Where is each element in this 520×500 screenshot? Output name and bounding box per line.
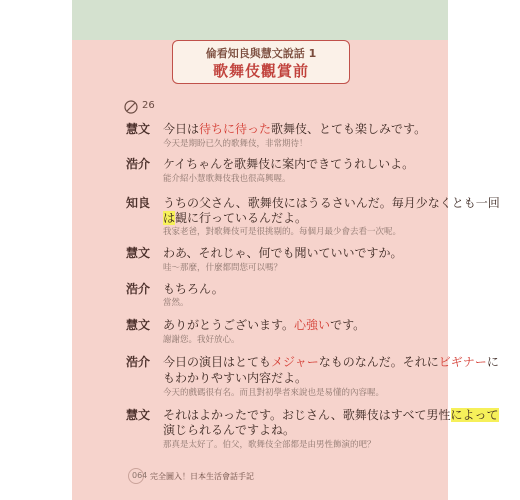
chinese-translation: 今天的戲碼很有名。而且對初學者來說也是易懂的內容喔。 <box>163 388 385 398</box>
ja-text: は観に行っているんだよ。 <box>163 211 308 225</box>
speaker-label: 知良 <box>126 196 151 210</box>
japanese-line-continued <box>163 209 307 226</box>
emphasis: 心強い <box>294 318 331 332</box>
chinese-translation: 我家老爸，對歌舞伎可是很挑剔的。每個月最少會去看一次呢。 <box>163 227 402 237</box>
japanese-line <box>163 244 403 261</box>
title-box <box>172 40 350 84</box>
chinese-translation: 那真是太好了。伯父，歌舞伎全部都是由男性飾演的吧？ <box>163 440 376 450</box>
book-title: 完全圖入！日本生活會話手記 <box>150 472 254 481</box>
speaker-label: 浩介 <box>126 282 151 296</box>
chinese-translation: 今天是期盼已久的歌舞伎，非常期待！ <box>163 139 308 149</box>
emphasis: によって <box>450 408 499 422</box>
ja-text: ありがとうございます。心強いです。 <box>163 318 366 332</box>
japanese-line <box>163 155 414 172</box>
japanese-line <box>163 316 365 333</box>
ja-text: 今日は待ちに待った歌舞伎、とても楽しみです。 <box>163 122 427 136</box>
ja-text: それはよかったです。おじさん、歌舞伎はすべて男性によって <box>163 408 499 422</box>
header-band <box>72 0 448 40</box>
ja-text: ケイちゃんを歌舞伎に案内できてうれしいよ。 <box>163 157 415 171</box>
speaker-label: 浩介 <box>126 355 151 369</box>
chinese-translation: 能介紹小慧歌舞伎我也很高興喔。 <box>163 174 291 184</box>
japanese-line <box>163 353 499 370</box>
section-title: 歌舞伎觀賞前 <box>212 62 309 80</box>
page <box>72 0 500 500</box>
ja-text: 演じられるんですよね。 <box>163 423 296 437</box>
speaker-label: 浩介 <box>126 157 151 171</box>
ja-text: わあ、それじゃ、何でも聞いていいですか。 <box>163 246 403 260</box>
audio-track-icon <box>124 100 138 114</box>
chinese-translation: 謝謝您。我好放心。 <box>163 335 240 345</box>
japanese-line-continued <box>163 421 295 438</box>
chinese-translation: 當然。 <box>163 298 189 308</box>
ja-text: もわかりやすい内容だよ。 <box>163 371 308 385</box>
emphasis: 待ちに待った <box>199 122 272 136</box>
section-subtitle: 倫看知良與慧文說話 1 <box>205 47 317 60</box>
japanese-line <box>163 120 426 137</box>
track-number: 26 <box>142 100 155 111</box>
emphasis: メジャー <box>271 355 319 369</box>
page-number: 064 <box>132 471 148 480</box>
speaker-label: 慧文 <box>126 122 151 136</box>
chinese-translation: 哇～那麼，什麼都問您可以嗎？ <box>163 263 283 273</box>
japanese-line: もちろん。 <box>163 282 224 296</box>
emphasis: は <box>163 211 176 225</box>
speaker-label: 慧文 <box>126 408 151 422</box>
speaker-label: 慧文 <box>126 318 151 332</box>
speaker-label: 慧文 <box>126 246 151 260</box>
ja-text: うちの父さん、歌舞伎にはうるさいんだ。毎月少なくとも一回 <box>163 196 500 210</box>
ja-text: 今日の演目はとてもメジャーなものなんだ。それにビギナーに <box>163 355 499 369</box>
japanese-line-continued <box>163 369 307 386</box>
emphasis: ビギナー <box>438 355 487 369</box>
